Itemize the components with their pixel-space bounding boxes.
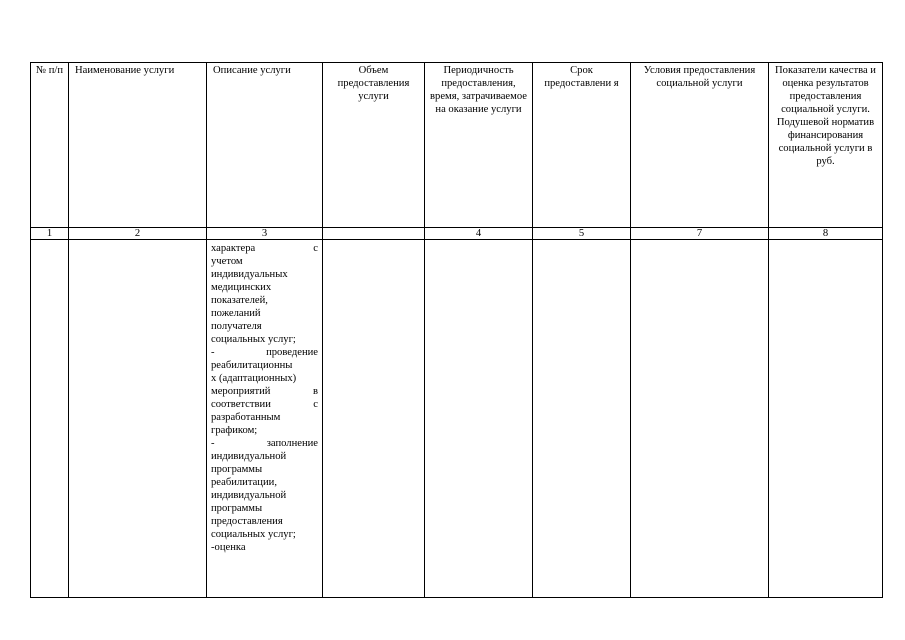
description-line <box>211 450 318 463</box>
description-text-end: проведение <box>266 347 318 358</box>
description-text: индивидуальных <box>211 269 288 280</box>
description-text: программы <box>211 464 263 475</box>
description-line <box>211 359 318 372</box>
description-text: характера <box>211 243 256 254</box>
header-label: Периодичность предоставления, время, затрачиваемое на оказание услуги <box>430 65 527 115</box>
column-number-cell <box>768 227 883 239</box>
header-label: Наименование услуги <box>75 65 175 76</box>
description-text: индивидуальной <box>211 490 287 501</box>
header-col-service-name <box>68 62 206 227</box>
description-text: соответствии <box>211 399 271 410</box>
description-line <box>211 242 318 255</box>
description-text: показателей, <box>211 295 268 306</box>
description-text: реабилитационны <box>211 360 293 371</box>
header-col-number <box>30 62 68 227</box>
column-number: 7 <box>696 228 703 239</box>
header-label: Срок предоставлени я <box>544 65 619 89</box>
description-text: мероприятий <box>211 386 271 397</box>
description-text: медицинских <box>211 282 272 293</box>
body-cell <box>30 239 68 598</box>
column-number-cell <box>424 227 532 239</box>
description-line <box>211 424 318 437</box>
description-text: пожеланий <box>211 308 261 319</box>
column-number-cell <box>206 227 322 239</box>
header-label: Объем предоставления услуги <box>337 65 410 102</box>
header-col-periodicity <box>424 62 532 227</box>
column-number-cell <box>532 227 630 239</box>
column-number: 2 <box>134 228 141 239</box>
header-col-description <box>206 62 322 227</box>
description-line <box>211 320 318 333</box>
description-line <box>211 528 318 541</box>
description-cell <box>206 239 322 598</box>
description-text-end: в <box>312 386 318 397</box>
header-col-conditions <box>630 62 768 227</box>
description-text: разработанным <box>211 412 281 423</box>
header-col-term <box>532 62 630 227</box>
description-text: социальных услуг; <box>211 334 296 345</box>
description-line <box>211 463 318 476</box>
description-text: получателя <box>211 321 262 332</box>
column-number-cell <box>68 227 206 239</box>
body-cell <box>768 239 883 598</box>
description-line <box>211 541 318 554</box>
body-cell <box>532 239 630 598</box>
description-text: - <box>211 438 215 449</box>
column-number-cell <box>30 227 68 239</box>
description-line <box>211 437 318 450</box>
header-label: Описание услуги <box>213 65 291 76</box>
column-number: 5 <box>578 228 585 239</box>
description-text: индивидуальной <box>211 451 287 462</box>
description-text: программы <box>211 503 263 514</box>
description-text: графиком; <box>211 425 258 436</box>
header-label: Показатели качества и оценка результатов предоставления социальной услуги. Подушевой норматив финансирования социальной услуги в руб. <box>775 65 876 167</box>
description-text: реабилитации, <box>211 477 277 488</box>
description-text: - <box>211 347 215 358</box>
column-number: 4 <box>475 228 482 239</box>
description-text: социальных услуг; <box>211 529 296 540</box>
description-line <box>211 294 318 307</box>
column-number: 1 <box>46 228 53 239</box>
column-number-cell <box>630 227 768 239</box>
description-text-end: заполнение <box>266 438 318 449</box>
header-label: Условия предоставления социальной услуги <box>643 65 756 89</box>
body-cell <box>424 239 532 598</box>
header-col-volume <box>322 62 424 227</box>
description-line <box>211 268 318 281</box>
description-text: предоставления <box>211 516 283 527</box>
description-text: -оценка <box>211 542 246 553</box>
description-line <box>211 372 318 385</box>
description-line <box>211 398 318 411</box>
column-number: 3 <box>261 228 268 239</box>
description-text: учетом <box>211 256 243 267</box>
description-line <box>211 307 318 320</box>
column-number: 8 <box>822 228 829 239</box>
description-line <box>211 515 318 528</box>
description-text-end: с <box>313 399 318 410</box>
header-label: № п/п <box>35 65 64 76</box>
body-cell <box>68 239 206 598</box>
description-line <box>211 385 318 398</box>
description-line <box>211 411 318 424</box>
description-line <box>211 476 318 489</box>
body-cell <box>322 239 424 598</box>
body-cell <box>630 239 768 598</box>
description-line <box>211 255 318 268</box>
description-line <box>211 281 318 294</box>
description-line <box>211 346 318 359</box>
description-text-end: с <box>313 243 318 254</box>
column-number-cell <box>322 227 424 239</box>
header-col-quality <box>768 62 883 227</box>
description-line <box>211 502 318 515</box>
description-line <box>211 489 318 502</box>
description-text: х (адаптационных) <box>211 373 297 384</box>
description-line <box>211 333 318 346</box>
